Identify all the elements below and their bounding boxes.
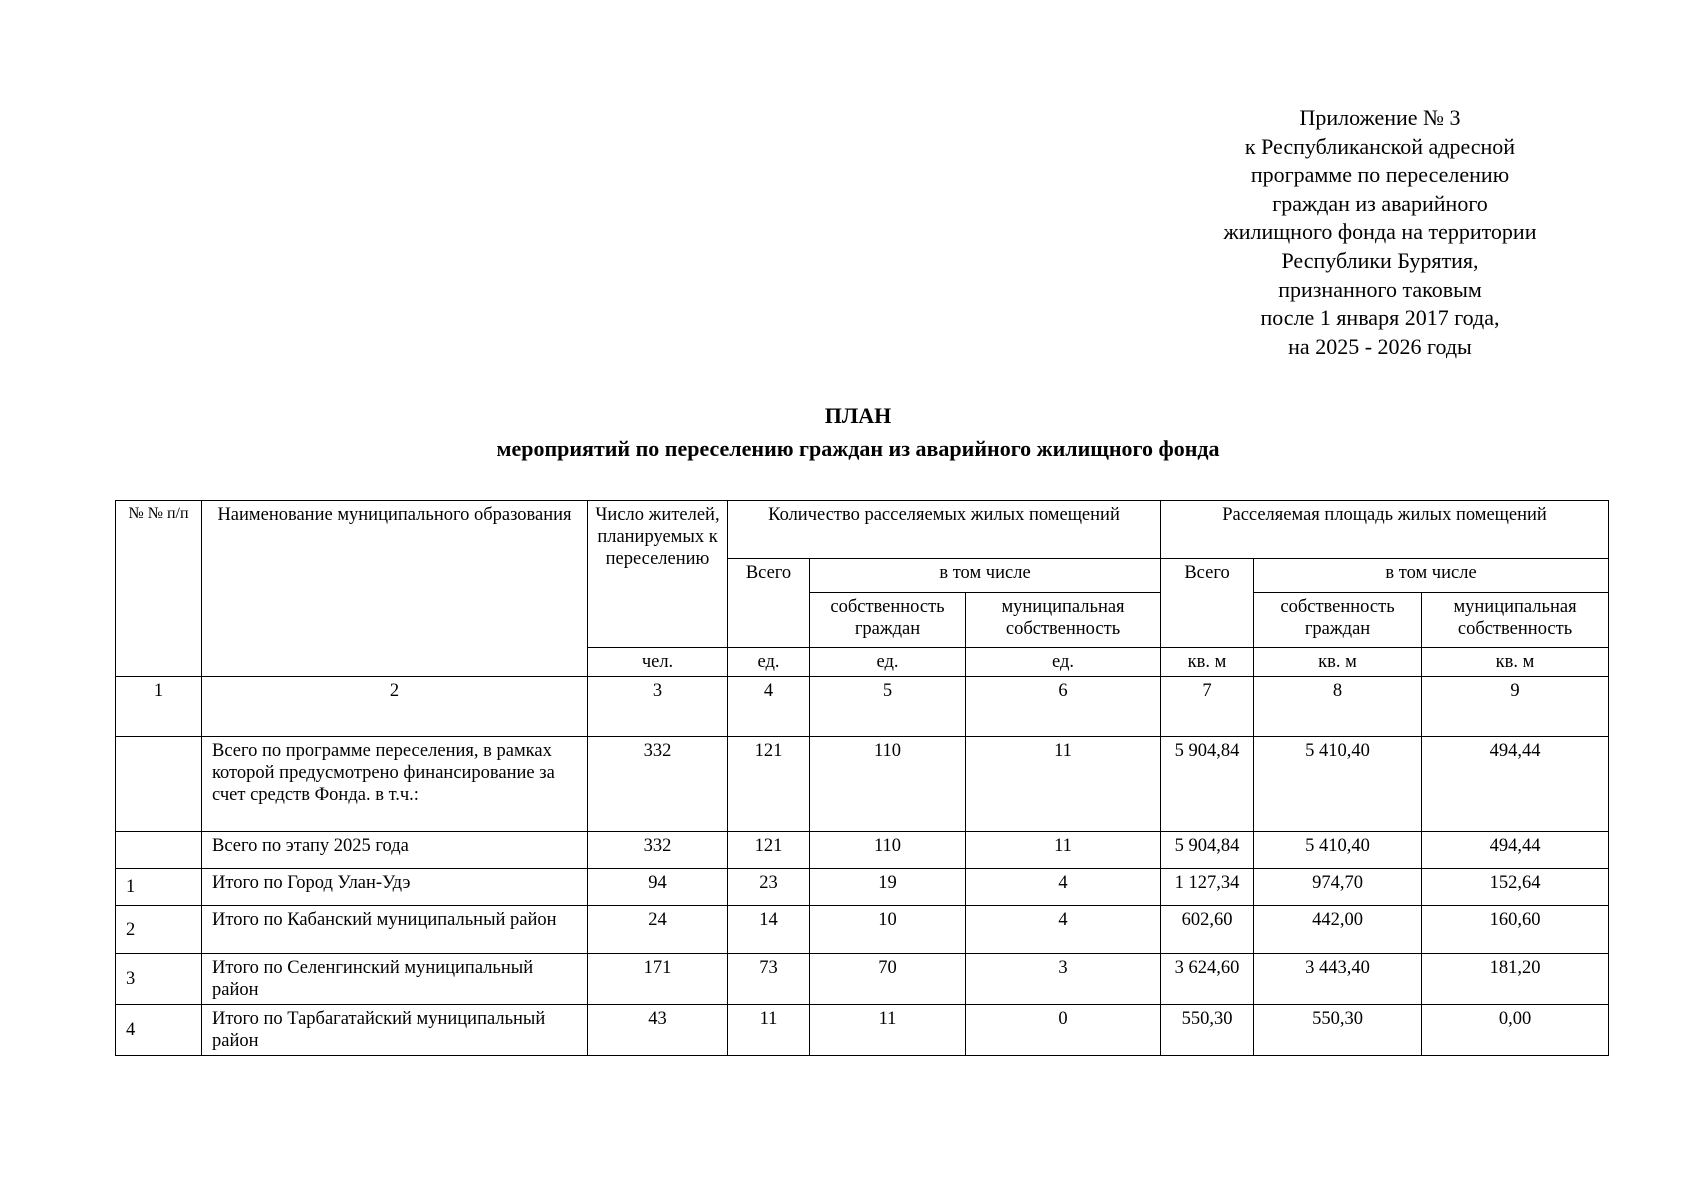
unit-area-total: кв. м <box>1161 648 1254 677</box>
row-area-private: 3 443,40 <box>1254 954 1422 1005</box>
row-residents: 94 <box>588 869 728 906</box>
unit-residents: чел. <box>588 648 728 677</box>
annex-line: признанного таковым <box>1278 276 1482 302</box>
header-rooms-private: собственность граждан <box>810 593 966 648</box>
annex-line: Приложение № 3 <box>1299 105 1461 130</box>
col-number: 6 <box>966 677 1161 737</box>
col-number: 5 <box>810 677 966 737</box>
row-rooms-municipal: 11 <box>966 832 1161 869</box>
unit-rooms-municipal: ед. <box>966 648 1161 677</box>
col-number: 1 <box>116 677 202 737</box>
row-residents: 43 <box>588 1005 728 1056</box>
row-rooms-total: 14 <box>728 906 810 954</box>
col-number: 4 <box>728 677 810 737</box>
row-name: Итого по Город Улан-Удэ <box>202 869 588 906</box>
row-name: Итого по Кабанский муниципальный район <box>202 906 588 954</box>
header-residents: Число жителей, планируемых к переселению <box>588 501 728 648</box>
row-area-private: 5 410,40 <box>1254 832 1422 869</box>
annex-line: после 1 января 2017 года, <box>1260 305 1500 331</box>
col-number: 9 <box>1422 677 1609 737</box>
table-row <box>116 954 1609 1005</box>
table-row <box>116 1005 1609 1056</box>
document-title: ПЛАН <box>824 403 892 428</box>
table-row <box>116 832 1609 869</box>
col-number: 3 <box>588 677 728 737</box>
row-area-total: 5 904,84 <box>1161 737 1254 832</box>
row-name: Всего по программе переселения, в рамках которой предусмотрено финансирование за счет средств Фонда. в т.ч.: <box>202 737 588 832</box>
row-rooms-private: 10 <box>810 906 966 954</box>
row-rooms-municipal: 3 <box>966 954 1161 1005</box>
row-area-total: 550,30 <box>1161 1005 1254 1056</box>
row-num: 4 <box>116 1005 202 1056</box>
header-name: Наименование муниципального образования <box>202 501 588 677</box>
row-rooms-private: 110 <box>810 737 966 832</box>
header-rooms-including: в том числе <box>810 559 1161 593</box>
row-area-municipal: 160,60 <box>1422 906 1609 954</box>
row-rooms-total: 23 <box>728 869 810 906</box>
annex-line: жилищного фонда на территории <box>1223 219 1537 245</box>
annex-line: Республики Бурятия, <box>1281 247 1479 273</box>
row-residents: 171 <box>588 954 728 1005</box>
row-rooms-total: 121 <box>728 832 810 869</box>
row-area-municipal: 494,44 <box>1422 737 1609 832</box>
header-rooms-group: Количество расселяемых жилых помещений <box>728 501 1161 559</box>
row-residents: 24 <box>588 906 728 954</box>
row-area-total: 5 904,84 <box>1161 832 1254 869</box>
col-number: 8 <box>1254 677 1422 737</box>
row-num: 1 <box>116 869 202 906</box>
header-area-total: Всего <box>1161 559 1254 648</box>
row-num: 3 <box>116 954 202 1005</box>
column-number-row <box>116 677 1609 737</box>
unit-rooms-total: ед. <box>728 648 810 677</box>
row-area-municipal: 152,64 <box>1422 869 1609 906</box>
table-row <box>116 869 1609 906</box>
table-row <box>116 906 1609 954</box>
row-area-private: 442,00 <box>1254 906 1422 954</box>
header-num: № № п/п <box>116 501 202 677</box>
row-name: Всего по этапу 2025 года <box>202 832 588 869</box>
header-rooms-municipal: муниципальная собственность <box>966 593 1161 648</box>
resettlement-plan-table <box>115 500 1609 1056</box>
unit-rooms-private: ед. <box>810 648 966 677</box>
row-rooms-total: 121 <box>728 737 810 832</box>
document-subtitle: мероприятий по переселению граждан из аварийного жилищного фонда <box>496 436 1220 461</box>
row-area-total: 1 127,34 <box>1161 869 1254 906</box>
row-area-total: 3 624,60 <box>1161 954 1254 1005</box>
unit-area-private: кв. м <box>1254 648 1422 677</box>
row-rooms-total: 11 <box>728 1005 810 1056</box>
annex-line: граждан из аварийного <box>1272 190 1488 216</box>
row-area-private: 5 410,40 <box>1254 737 1422 832</box>
row-area-total: 602,60 <box>1161 906 1254 954</box>
annex-header <box>1180 104 1580 361</box>
row-area-private: 974,70 <box>1254 869 1422 906</box>
row-num <box>116 832 202 869</box>
row-num <box>116 737 202 832</box>
annex-line: к Республиканской адресной <box>1244 133 1516 159</box>
header-area-group: Расселяемая площадь жилых помещений <box>1161 501 1609 559</box>
col-number: 2 <box>202 677 588 737</box>
row-rooms-municipal: 0 <box>966 1005 1161 1056</box>
row-area-municipal: 0,00 <box>1422 1005 1609 1056</box>
row-rooms-private: 19 <box>810 869 966 906</box>
row-rooms-private: 11 <box>810 1005 966 1056</box>
row-area-municipal: 494,44 <box>1422 832 1609 869</box>
row-name: Итого по Селенгинский муниципальный район <box>202 954 588 1005</box>
header-area-municipal: муниципальная собственность <box>1422 593 1609 648</box>
row-area-municipal: 181,20 <box>1422 954 1609 1005</box>
table-row <box>116 737 1609 832</box>
row-rooms-municipal: 4 <box>966 906 1161 954</box>
row-rooms-municipal: 4 <box>966 869 1161 906</box>
annex-line: программе по переселению <box>1250 162 1510 188</box>
row-num: 2 <box>116 906 202 954</box>
row-rooms-private: 70 <box>810 954 966 1005</box>
header-rooms-total: Всего <box>728 559 810 648</box>
header-area-private: собственность граждан <box>1254 593 1422 648</box>
row-residents: 332 <box>588 737 728 832</box>
row-rooms-total: 73 <box>728 954 810 1005</box>
row-rooms-municipal: 11 <box>966 737 1161 832</box>
annex-line: на 2025 - 2026 годы <box>1288 333 1472 359</box>
header-area-including: в том числе <box>1254 559 1609 593</box>
row-area-private: 550,30 <box>1254 1005 1422 1056</box>
row-name: Итого по Тарбагатайский муниципальный район <box>202 1005 588 1056</box>
col-number: 7 <box>1161 677 1254 737</box>
row-residents: 332 <box>588 832 728 869</box>
unit-area-municipal: кв. м <box>1422 648 1609 677</box>
row-rooms-private: 110 <box>810 832 966 869</box>
